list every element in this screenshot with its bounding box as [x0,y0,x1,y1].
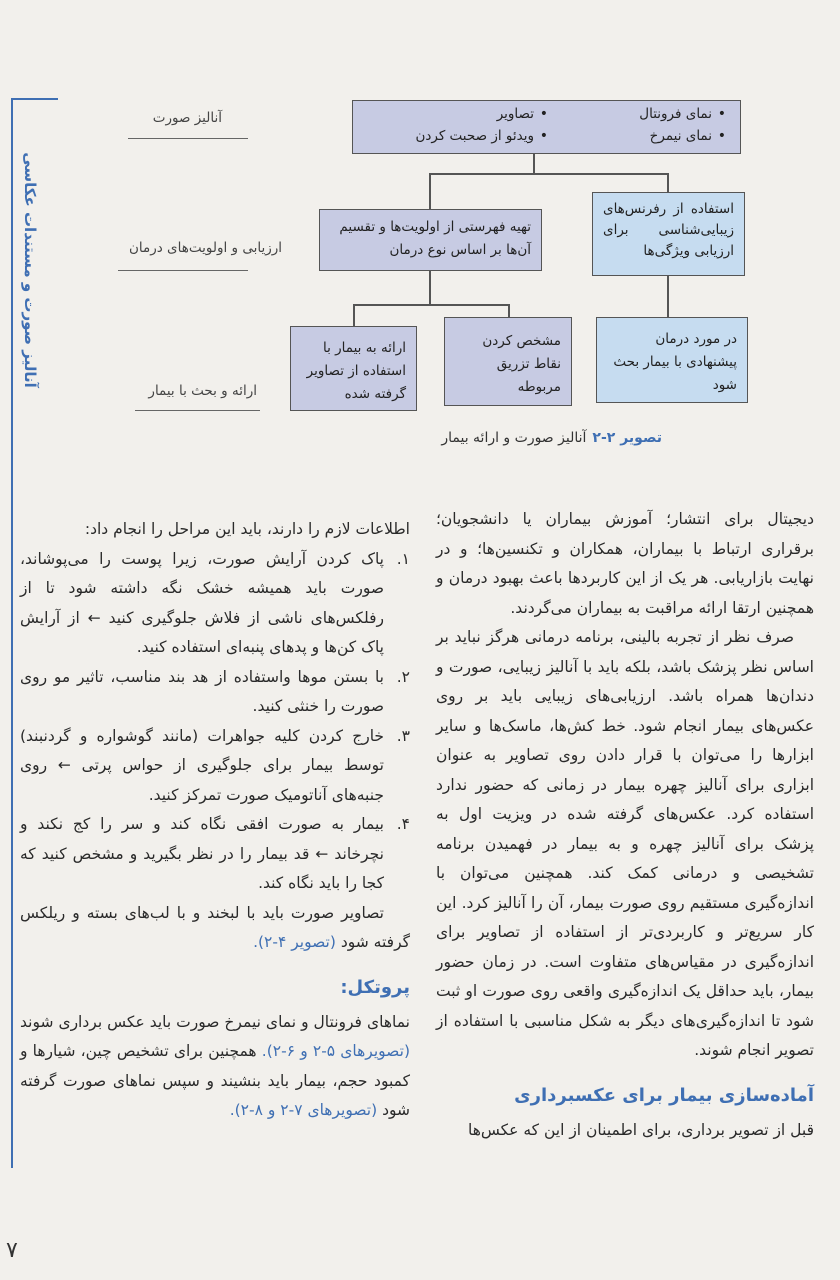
connector [429,271,431,305]
right-column [436,505,814,1145]
paragraph: نماهای فرونتال و نمای نیمرخ صورت باید عکس برداری شوند (تصویرهای ۵-۲ و ۶-۲). همچنین برای تشخیص چین، شیارها و کمبود حجم، بیمار باید بنشیند و سپس نماهای صورت گرفته شود (تصویرهای ۷-۲ و ۸-۲). [20,1012,410,1119]
chapter-title: آنالیز صورت و مستندات عکاسی [21,152,39,388]
paragraph: قبل از تصویر برداری، برای اطمینان از این که عکس‌ها [467,1120,814,1139]
connector [353,304,355,326]
label-underline [128,138,248,139]
connector [508,304,510,318]
caption-number: تصویر ۲-۲ [592,430,662,446]
steps-list [20,545,410,899]
bullet-frontal: • نمای فرونتال [558,103,712,125]
figure-caption [441,430,662,446]
connector [429,173,431,209]
top-box [352,100,741,154]
bottom-mid-box: مشخص کردن نقاط تزریق مربوطه [444,317,572,406]
spine-tick [11,98,58,100]
list-item: ۲. با بستن موها واستفاده از هد بند مناسب، تاثیر مو روی صورت را خنثی کنید. [20,667,410,715]
protocol-heading: پروتکل: [340,976,410,998]
connector [429,173,668,175]
figure-ref: (تصویرهای ۷-۲ و ۸-۲). [229,1101,378,1119]
connector [533,154,535,174]
mid-right-box: استفاده از رفرنس‌های زیبایی‌شناسی برای ارزیابی ویژگی‌ها [592,192,745,276]
bullet-video: • ویدئو از صحبت کردن [370,125,534,147]
paragraph: صرف نظر از تجربه بالینی، برنامه درمانی هرگز نباید بر اساس نظر پزشک باشد، بلکه باید با آنالیز زیبایی، صورت و دندان‌ها همراه باشد. ارزیابی‌های زیبایی باید بر روی عکس‌های بیمار انجام شود. خط کش‌ها، ماسک‌ها و سایر ابزارها را می‌توان با قرار دادن روی تصاویر به عنوان ابزاری برای آنالیز چهره بیمار در زمانی که حضور ندارد استفاده کرد. عکس‌های گرفته شده در ویزیت اول به پزشک برای آنالیز چهره و به بیمار در فهمیدن برنامه تشخیصی و درمانی کمک کند. همچنین می‌توان با اندازه‌گیری مستقیم روی صورت بیمار، آن را آنالیز کرد. این کار سریع‌تر و کاربردی‌تر از استفاده از تصاویر برای اندازه‌گیری در مقیاس‌های متفاوت است. در زمان حضور بیمار، باید حداقل یک اندازه‌گیری واقعی روی صورت او ثبت شود تا اندازه‌گیری‌های دیگر به شکل مناسبی با استفاده از تصویر انجام شوند. [436,628,814,1059]
paragraph: اطلاعات لازم را دارند، باید این مراحل را انجام داد: [84,520,410,538]
paragraph: تصاویر صورت باید با لبخند و با لب‌های بسته و ریلکس گرفته شود (تصویر ۴-۲). [20,903,410,951]
mid-left-box: تهیه فهرستی از اولویت‌ها و تقسیم آن‌ها بر اساس نوع درمان [319,209,542,271]
list-item: ۳. خارج کردن کلیه جواهرات (مانند گوشواره و گردنبند) توسط بیمار برای جلوگیری از حواس پرتی ← روی جنبه‌های آناتومیک صورت تمرکز کنید. [20,726,410,804]
connector [353,304,509,306]
bottom-left-box: ارائه به بیمار با استفاده از تصاویر گرفته شده [290,326,417,411]
label-presentation: ارائه و بحث با بیمار [148,383,257,399]
figure-ref: (تصویر ۴-۲). [253,933,336,951]
label-evaluation: ارزیابی و اولویت‌های درمان [128,240,282,256]
bullet-images: • تصاویر [370,103,534,125]
left-column [20,515,410,1126]
bottom-right-box: در مورد درمان پیشنهادی با بیمار بحث شود [596,317,748,403]
label-underline [118,270,248,271]
bullet-profile: • نمای نیمرخ [558,125,712,147]
figure-ref: (تصویرهای ۵-۲ و ۶-۲). [261,1042,410,1060]
connector [667,276,669,318]
paragraph: دیجیتال برای انتشار؛ آموزش بیماران یا دانشجویان؛ برقراری ارتباط با بیماران، همکاران و تکنسین‌ها؛ و در نهایت بازاریابی. هر یک از این کاربردها باعث بهبود درمان و همچنین ارتقا ارائه مراقبت به بیماران می‌گردند. [436,510,814,617]
caption-text: آنالیز صورت و ارائه بیمار [441,430,587,446]
list-item: ۴. بیمار به صورت افقی نگاه کند و سر را کج نکند و نچرخاند ← قد بیمار را در نظر بگیرید و مشخص کنید که کجا را باید نگاه کند. [20,815,410,892]
label-underline [135,410,260,411]
page-number: ۷ [6,1238,18,1263]
connector [667,173,669,193]
section-heading: آماده‌سازی بیمار برای عکسبرداری [514,1084,814,1106]
list-item: ۱. پاک کردن آرایش صورت، زیرا پوست را می‌پوشاند، صورت باید همیشه خشک نگه داشته شود تا از رفلکس‌های ناشی از فلاش جلوگیری کنید ← از آرایش پاک کن‌ها و پدهای پنبه‌ای استفاده کنید. [20,549,410,656]
label-face-analysis: آنالیز صورت [152,110,222,126]
